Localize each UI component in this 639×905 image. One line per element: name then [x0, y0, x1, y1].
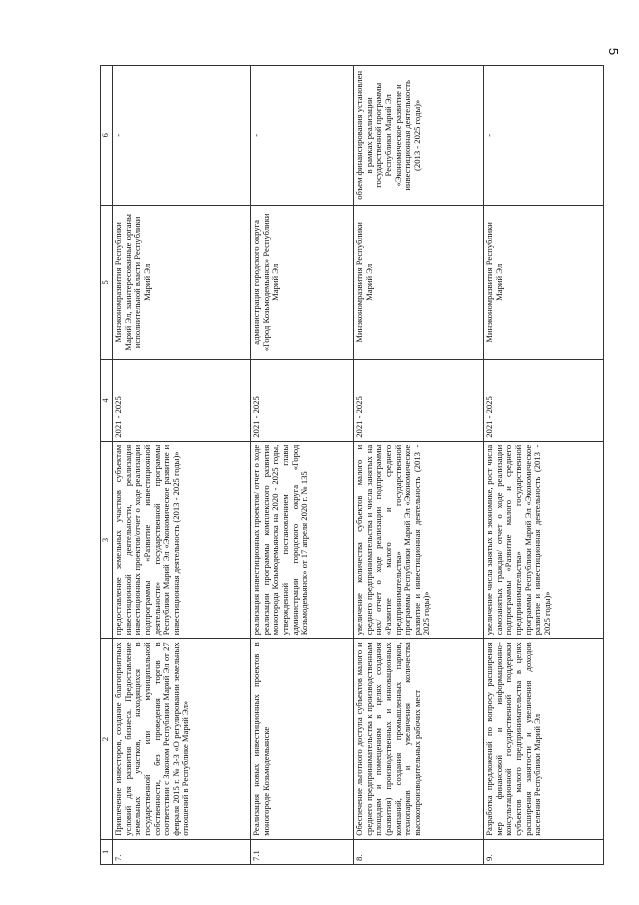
- responsible-cell: администрация городского округа «Город Козьмодемьянск» Республики Марий Эл: [251, 205, 354, 359]
- funding-cell: объем финансирования установлен в рамках реализации государственной программы Республики Марий Эл «Экономическое развитие и инвестиционная деятельность (2013 - 2025 годы)»: [354, 66, 484, 206]
- period-cell: 2021 - 2025: [251, 360, 354, 442]
- table-row: [251, 66, 354, 865]
- result-cell: предоставление земельных участков субъектам инвестиционной деятельности, реализация инвестиционных проектов/отчет о ходе реализации подпрограммы «Развитие инвестиционной деятельности» государственной программы Республики Марий Эл «Экономическое развитие и инвестиционная деятельность (2013 - 2025 годы)»: [113, 441, 251, 639]
- measure-cell: Разработка предложений по вопросу расширения мер финансовой и информационно-консультационной государственной поддержки субъектов малого предпринимательства в целях расширения занятости и увеличения доходов населения Республики Марий Эл: [484, 639, 604, 839]
- measure-cell: Обеспечение льготного доступа субъектов малого и среднего предпринимательства к производственным площадям и помещениям в целях создания (развития) производственных и инновационных компаний, создания промышленных парков, технопарков и увеличения количества высокопроизводительных рабочих мест: [354, 639, 484, 839]
- header-cell: 2: [101, 639, 113, 839]
- rotated-page: [100, 65, 636, 865]
- page-number: 5: [606, 47, 622, 56]
- measure-cell: Реализация новых инвестиционных проектов в моногороде Козьмодемьянске: [251, 639, 354, 839]
- header-cell: 3: [101, 441, 113, 639]
- result-cell: увеличение числа занятых в экономике, рост числа самозанятых граждан/ отчет о ходе реализации подпрограммы «Развитие малого и среднего предпринимательства» государственной программы Республики Марий Эл «Экономическое развитие и инвестиционная деятельность (2013 - 2025 годы)»: [484, 441, 604, 639]
- table-row: [113, 66, 251, 865]
- responsible-cell: Минэкономразвития Республики Марий Эл: [354, 205, 484, 359]
- period-cell: 2021 - 2025: [354, 360, 484, 442]
- table-row: [484, 66, 604, 865]
- funding-cell: -: [251, 66, 354, 206]
- plan-table: [100, 65, 604, 865]
- result-cell: реализация инвестиционных проектов/ отчет о ходе реализации программы комплексного развития моногорода Козьмодемьянска на 2020 - 2025 годы, утвержденной постановлением главы администрации городского округа «Город Козьмодемьянск» от 17 апреля 2020 г. № 135: [251, 441, 354, 639]
- header-cell: 5: [101, 205, 113, 359]
- row-number: 8.: [354, 839, 484, 864]
- table-row: [354, 66, 484, 865]
- row-number: 7.: [113, 839, 251, 864]
- header-cell: 4: [101, 360, 113, 442]
- result-cell: увеличение количества субъектов малого и среднего предпринимательства и числа занятых на них/ отчет о ходе реализации подпрограммы «Развитие малого и среднего предпринимательства» государственной программы Республики Марий Эл «Экономическое развитие и инвестиционная деятельность (2013 - 2025 годы)»: [354, 441, 484, 639]
- row-number: 9.: [484, 839, 604, 864]
- row-number: 7.1: [251, 839, 354, 864]
- header-cell: 1: [101, 839, 113, 864]
- header-row: [101, 66, 113, 865]
- measure-cell: Привлечение инвесторов, создание благоприятных условий для развития бизнеса. Предоставление земельных участков, находящихся в государственной или муниципальной собственности, без проведения торгов в соответствии с Законом Республики Марий Эл от 27 февраля 2015 г. № 3-З «О регулировании земельных отношений в Республике Марий Эл»: [113, 639, 251, 839]
- responsible-cell: Минэкономразвития Республики Марий Эл, заинтересованные органы исполнительной власти Республики Марий Эл: [113, 205, 251, 359]
- period-cell: 2021 - 2025: [113, 360, 251, 442]
- responsible-cell: Минэкономразвития Республики Марий Эл: [484, 205, 604, 359]
- period-cell: 2021 - 2025: [484, 360, 604, 442]
- funding-cell: -: [484, 66, 604, 206]
- funding-cell: -: [113, 66, 251, 206]
- header-cell: 6: [101, 66, 113, 206]
